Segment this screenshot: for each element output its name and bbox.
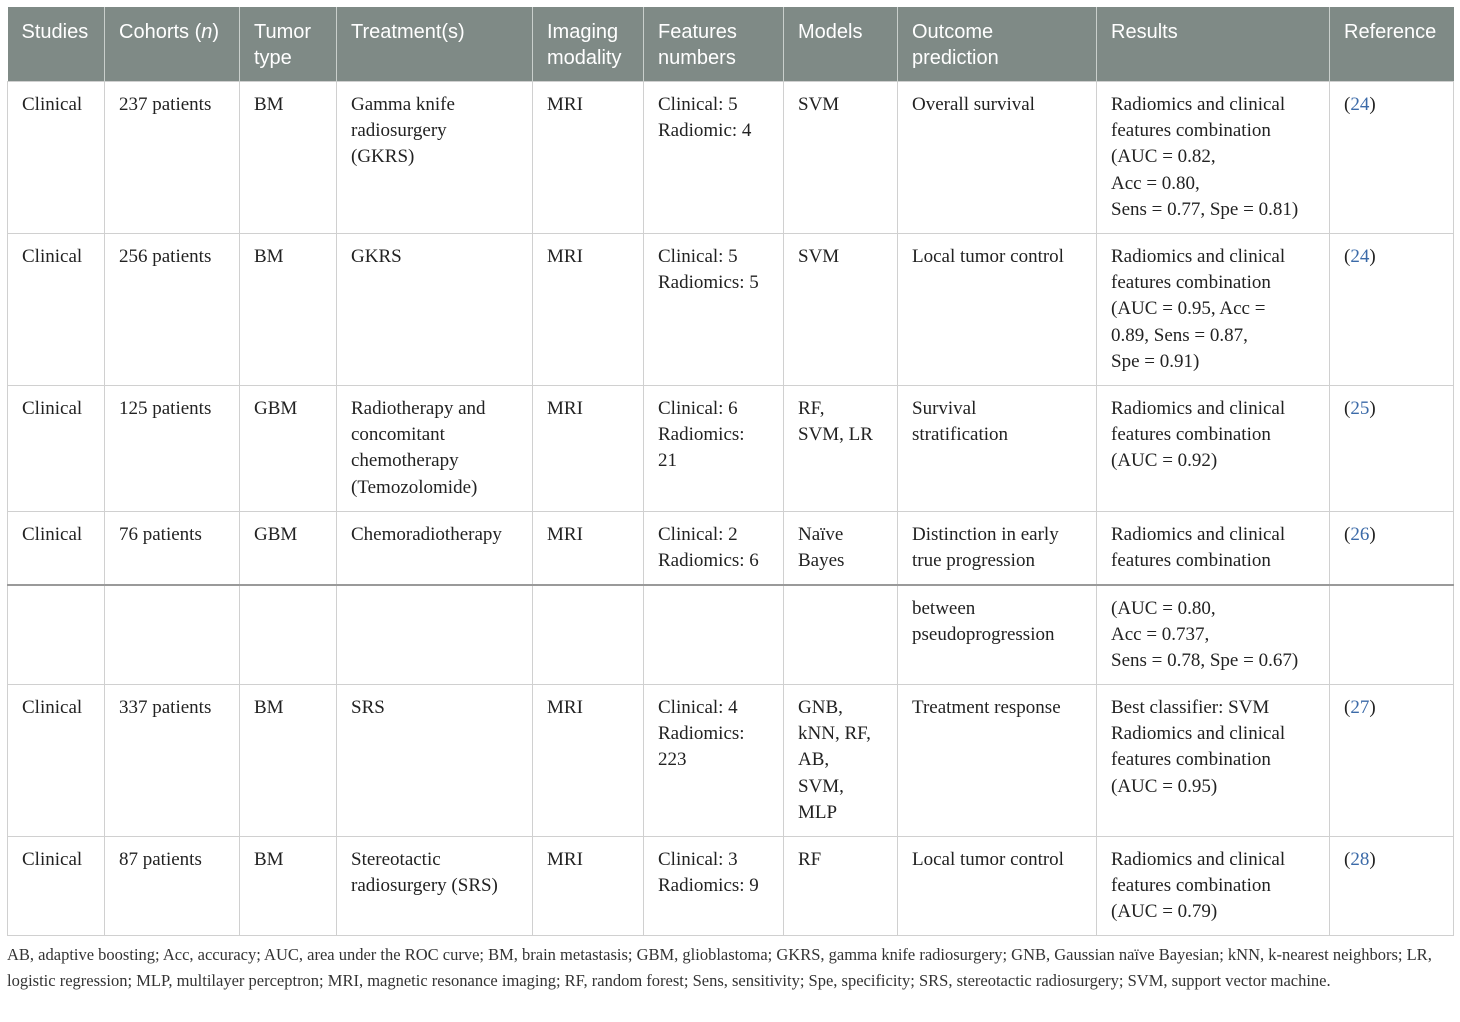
- cell-outcome: [898, 386, 1097, 512]
- cell-features-line: 223: [658, 749, 687, 771]
- cell-models-line: SVM,: [798, 775, 844, 797]
- cell-features: [644, 386, 784, 512]
- reference-paren-open: (: [1344, 94, 1351, 115]
- cell-tumor-type: BM: [240, 234, 337, 386]
- table-row: [8, 82, 1454, 234]
- cell-results-line: Radiomics and clinical: [1111, 723, 1286, 745]
- cell-features: [644, 685, 784, 837]
- cell-treatment-line: Gamma knife: [351, 94, 455, 115]
- cell-models-line: SVM: [798, 94, 840, 115]
- reference-paren-open: (: [1344, 697, 1351, 718]
- cell-studies: Clinical: [8, 685, 105, 837]
- reference-link[interactable]: 24: [1350, 94, 1370, 115]
- cell-features: [644, 82, 784, 234]
- cell-treatment-line: radiosurgery (SRS): [351, 875, 498, 897]
- cell-features-line: Clinical: 5: [658, 94, 738, 115]
- cell-treatment: [337, 386, 533, 512]
- cell-features-line: Radiomics:: [658, 424, 745, 446]
- cell-cohorts: 256 patients: [105, 234, 240, 386]
- cell-studies: Clinical: [8, 82, 105, 234]
- cell-studies: Clinical: [8, 837, 105, 936]
- cell-models: [784, 234, 898, 386]
- cell-treatment-line: (Temozolomide): [351, 476, 478, 498]
- cell-results-line: features combination: [1111, 550, 1271, 572]
- cell-models-line: Naïve: [798, 524, 844, 545]
- cell-results-line: (AUC = 0.82,: [1111, 146, 1216, 168]
- reference-paren-close: ): [1369, 524, 1376, 545]
- cell-reference: [1330, 234, 1454, 386]
- cell-results-line: Radiomics and clinical: [1111, 398, 1286, 419]
- cell-studies: Clinical: [8, 512, 105, 585]
- cell-outcome-line: between: [912, 597, 976, 619]
- cell-results-line: (AUC = 0.79): [1111, 901, 1218, 923]
- cell-cohorts: 125 patients: [105, 386, 240, 512]
- cell-results-line: (AUC = 0.80,: [1111, 597, 1216, 619]
- cell-features-line: Clinical: 3: [658, 849, 738, 870]
- cell-results: [1097, 512, 1330, 585]
- cell-features-line: Radiomics: 6: [658, 550, 759, 572]
- cell-results-line: Acc = 0.737,: [1111, 623, 1210, 645]
- cell-outcome-line: Local tumor control: [912, 246, 1064, 267]
- header-imaging-modality: Imaging modality: [533, 7, 644, 82]
- cell-results-line: features combination: [1111, 272, 1271, 294]
- cell-treatment-line: concomitant: [351, 424, 445, 446]
- reference-paren-open: (: [1344, 524, 1351, 545]
- header-cohorts: Cohorts (n): [105, 7, 240, 82]
- cell-results-line: Sens = 0.78, Spe = 0.67): [1111, 649, 1299, 671]
- cell-tumor-type: BM: [240, 82, 337, 234]
- table-row: [8, 512, 1454, 585]
- header-features-numbers: Features numbers: [644, 7, 784, 82]
- cell-cohorts: [105, 585, 240, 685]
- cell-tumor-type: BM: [240, 685, 337, 837]
- cell-features-line: Clinical: 5: [658, 246, 738, 267]
- cell-features: [644, 234, 784, 386]
- cell-results-line: (AUC = 0.95, Acc =: [1111, 298, 1266, 320]
- reference-paren-open: (: [1344, 398, 1351, 419]
- table-row: [8, 585, 1454, 685]
- cell-studies: Clinical: [8, 234, 105, 386]
- cell-treatment: [337, 512, 533, 585]
- cell-results-line: Radiomics and clinical: [1111, 246, 1286, 267]
- cell-results: [1097, 234, 1330, 386]
- cell-outcome: [898, 512, 1097, 585]
- cell-tumor-type: [240, 585, 337, 685]
- cell-features-line: Clinical: 2: [658, 524, 738, 545]
- cell-outcome-line: Local tumor control: [912, 849, 1064, 870]
- cell-treatment-line: chemotherapy: [351, 450, 459, 472]
- cell-treatment-line: Stereotactic: [351, 849, 441, 870]
- reference-paren-close: ): [1369, 697, 1376, 718]
- header-models: Models: [784, 7, 898, 82]
- reference-link[interactable]: 26: [1350, 524, 1370, 545]
- cell-models-line: RF: [798, 849, 822, 870]
- cell-outcome: [898, 685, 1097, 837]
- reference-paren-close: ): [1369, 94, 1376, 115]
- cell-tumor-type: GBM: [240, 512, 337, 585]
- reference-paren-close: ): [1369, 849, 1376, 870]
- cell-cohorts: 76 patients: [105, 512, 240, 585]
- cell-results-line: Radiomics and clinical: [1111, 94, 1286, 115]
- cell-results: [1097, 585, 1330, 685]
- cell-features-line: Radiomics: 5: [658, 272, 759, 294]
- table-row: [8, 837, 1454, 936]
- cell-models-line: RF,: [798, 398, 825, 419]
- reference-paren-close: ): [1369, 246, 1376, 267]
- cell-outcome-line: Overall survival: [912, 94, 1035, 115]
- cell-outcome: [898, 82, 1097, 234]
- cell-outcome-line: true progression: [912, 550, 1035, 572]
- radiomics-studies-table: [7, 7, 1454, 936]
- cell-tumor-type: GBM: [240, 386, 337, 512]
- cell-results-line: Best classifier: SVM: [1111, 697, 1270, 718]
- cell-models-line: AB,: [798, 749, 830, 771]
- cell-features: [644, 837, 784, 936]
- cell-outcome-line: Survival: [912, 398, 977, 419]
- table-row: [8, 386, 1454, 512]
- table-row: [8, 234, 1454, 386]
- header-studies: Studies: [8, 7, 105, 82]
- cell-treatment: [337, 685, 533, 837]
- cell-results-line: Radiomics and clinical: [1111, 849, 1286, 870]
- cell-outcome: [898, 585, 1097, 685]
- table-footnote: AB, adaptive boosting; Acc, accuracy; AUC, area under the ROC curve; BM, brain metastasis; GBM, glioblastoma; GKRS, gamma knife radiosurgery; GNB, Gaussian naïve Bayesian; kNN, k-nearest neighbors; LR, logistic regression; MLP, multilayer perceptron; MRI, magnetic resonance imaging; RF, random forest; Sens, sensitivity; Spe, specificity; SRS, stereotactic radiosurgery; SVM, support vector machine.: [7, 945, 1432, 990]
- cell-features: [644, 512, 784, 585]
- cell-models-line: SVM, LR: [798, 424, 873, 446]
- cell-models-line: SVM: [798, 246, 840, 267]
- header-reference: Reference: [1330, 7, 1454, 82]
- cell-results-line: (AUC = 0.95): [1111, 775, 1218, 797]
- cell-models: [784, 386, 898, 512]
- cell-imaging-modality: MRI: [533, 82, 644, 234]
- cell-cohorts: 337 patients: [105, 685, 240, 837]
- header-results: Results: [1097, 7, 1330, 82]
- reference-paren-close: ): [1369, 398, 1376, 419]
- cell-results-line: Spe = 0.91): [1111, 350, 1200, 372]
- cell-results-line: features combination: [1111, 749, 1271, 771]
- header-treatments: Treatment(s): [337, 7, 533, 82]
- cell-reference: [1330, 685, 1454, 837]
- cell-outcome: [898, 234, 1097, 386]
- cell-models-line: GNB,: [798, 697, 843, 718]
- cell-treatment-line: Chemoradiotherapy: [351, 524, 502, 545]
- cell-outcome-line: Distinction in early: [912, 524, 1059, 545]
- cell-outcome: [898, 837, 1097, 936]
- cell-treatment: [337, 82, 533, 234]
- cell-treatment: [337, 234, 533, 386]
- cell-results: [1097, 82, 1330, 234]
- cell-reference: [1330, 512, 1454, 585]
- cell-outcome-line: stratification: [912, 424, 1009, 446]
- cell-features-line: Radiomic: 4: [658, 120, 752, 142]
- cell-imaging-modality: [533, 585, 644, 685]
- cell-results-line: Sens = 0.77, Spe = 0.81): [1111, 198, 1299, 220]
- cell-features: [644, 585, 784, 685]
- cell-results-line: features combination: [1111, 424, 1271, 446]
- cell-treatment: [337, 837, 533, 936]
- reference-paren-open: (: [1344, 246, 1351, 267]
- cell-results-line: features combination: [1111, 120, 1271, 142]
- cell-reference: [1330, 585, 1454, 685]
- cell-models: [784, 837, 898, 936]
- header-tumor-type: Tumor type: [240, 7, 337, 82]
- cell-models: [784, 512, 898, 585]
- header-row: [8, 7, 1454, 82]
- cell-imaging-modality: MRI: [533, 685, 644, 837]
- cell-results: [1097, 685, 1330, 837]
- cell-models-line: MLP: [798, 801, 838, 823]
- results-table-container: [7, 7, 1453, 936]
- cell-treatment: [337, 585, 533, 685]
- cell-results-line: (AUC = 0.92): [1111, 450, 1218, 472]
- cell-imaging-modality: MRI: [533, 386, 644, 512]
- cell-models: [784, 82, 898, 234]
- cell-cohorts: 87 patients: [105, 837, 240, 936]
- cell-features-line: Radiomics:: [658, 723, 745, 745]
- cell-treatment-line: Radiotherapy and: [351, 398, 486, 419]
- cell-features-line: 21: [658, 450, 677, 472]
- cell-models: [784, 685, 898, 837]
- reference-link[interactable]: 27: [1350, 697, 1370, 718]
- cell-treatment-line: GKRS: [351, 246, 402, 267]
- cell-results-line: Radiomics and clinical: [1111, 524, 1286, 545]
- cell-models-line: kNN, RF,: [798, 723, 871, 745]
- cell-imaging-modality: MRI: [533, 234, 644, 386]
- reference-link[interactable]: 24: [1350, 246, 1370, 267]
- cell-models-line: Bayes: [798, 550, 845, 572]
- cell-results-line: features combination: [1111, 875, 1271, 897]
- cell-imaging-modality: MRI: [533, 837, 644, 936]
- cell-tumor-type: BM: [240, 837, 337, 936]
- cell-features-line: Clinical: 6: [658, 398, 738, 419]
- cell-features-line: Clinical: 4: [658, 697, 738, 718]
- cell-treatment-line: (GKRS): [351, 146, 415, 168]
- cell-results-line: 0.89, Sens = 0.87,: [1111, 324, 1248, 346]
- header-outcome-prediction: Outcome prediction: [898, 7, 1097, 82]
- cell-results: [1097, 837, 1330, 936]
- cell-treatment-line: SRS: [351, 697, 385, 718]
- cell-studies: Clinical: [8, 386, 105, 512]
- cell-models: [784, 585, 898, 685]
- reference-link[interactable]: 25: [1350, 398, 1370, 419]
- cell-outcome-line: pseudoprogression: [912, 623, 1055, 645]
- cell-imaging-modality: MRI: [533, 512, 644, 585]
- cell-features-line: Radiomics: 9: [658, 875, 759, 897]
- table-row: [8, 685, 1454, 837]
- reference-paren-open: (: [1344, 849, 1351, 870]
- cell-outcome-line: Treatment response: [912, 697, 1061, 718]
- cell-reference: [1330, 82, 1454, 234]
- cell-results-line: Acc = 0.80,: [1111, 172, 1200, 194]
- cell-reference: [1330, 386, 1454, 512]
- cell-treatment-line: radiosurgery: [351, 120, 447, 142]
- cell-studies: [8, 585, 105, 685]
- reference-link[interactable]: 28: [1350, 849, 1370, 870]
- cell-reference: [1330, 837, 1454, 936]
- cell-results: [1097, 386, 1330, 512]
- cell-cohorts: 237 patients: [105, 82, 240, 234]
